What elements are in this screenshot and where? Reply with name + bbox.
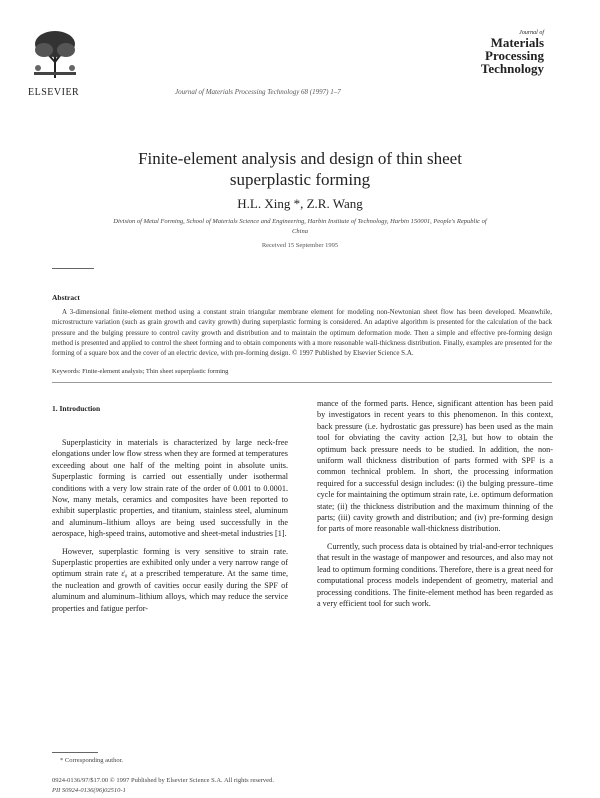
journal-name-line1: Materials — [490, 35, 544, 50]
authors: H.L. Xing *, Z.R. Wang — [237, 196, 363, 211]
paragraph: However, superplastic forming is very sensitive to strain rate. Superplastic properties are exhibited only under a very narrow range of optimum strain rate ε̇₀ at a prescribed temperature. At the same time, the nucleation and growth of cavities occur easily during the SPF of aluminum and aluminum–lithium alloys, which may reduce the service properties and fatigue perfor- — [52, 546, 288, 613]
affiliation: Division of Metal Forming, School of Materials Science and Engineering, Harbin Institute of Technology, Harbin 150001, People's Republic of China — [113, 218, 487, 235]
journal-citation: Journal of Materials Processing Technology 68 (1997) 1–7 — [175, 88, 341, 96]
copyright-line-1: 0924-0136/97/$17.00 © 1997 Published by Elsevier Science S.A. All rights reserved. — [52, 777, 274, 784]
paper-title — [0, 148, 600, 190]
abstract-text: A 3-dimensional finite-element method using a constant strain triangular membrane element for modeling non-Newtonian sheet flow has been developed. Meanwhile, microstructure variation (such as grain growth and cavity growth) during superplastic forming is considered. An adaptive algorithm is presented for the calculation of the back pressure and the bulging pressure to control cavity growth and distribution and to maintain the optimum deformation mode. Then a simple and effective pre-forming design method is presented and applied to control the sheet forming and to obtain components with a more reasonable wall-thickness distribution. Finally, examples are presented for the forming of a square box and the cover of an electric device, with pre-forming design. © 1997 Published by Elsevier Science S.A. — [52, 308, 552, 358]
section-heading: 1. Introduction — [52, 404, 101, 413]
publisher-name: ELSEVIER — [28, 87, 80, 98]
right-column — [317, 398, 553, 615]
received-date: Received 15 September 1995 — [261, 242, 339, 249]
journal-name-line3: Technology — [480, 61, 544, 76]
paragraph: mance of the formed parts. Hence, significant attention has been paid by investigators in recent years to this phenomenon. In this context, back pressure (i.e. hydrostatic gas pressure) has been used as the main tool for obviating the cavity action [2,3], but how to obtain the optimum back pressure needs to be studied. In addition, the non-uniform wall thickness distribution of parts formed with SPF is a common technical problem. In short, the processing information required for a successful design includes: (i) the bulging pressure–time cycle for maintaining the optimum strain rate, i.e. optimum deformation state; (ii) the thickness distribution and the maximum thinning of the parts; (iii) cavity growth and distribution; and (iv) pre-forming design for parts of more reasonable wall-thickness distribution. — [317, 399, 554, 534]
journal-name-line2: Processing — [485, 48, 544, 63]
divider — [52, 382, 552, 383]
abstract-heading: Abstract — [52, 293, 80, 302]
journal-masthead — [481, 30, 544, 75]
footnote-divider — [52, 752, 98, 753]
title-line-2: superplastic forming — [229, 170, 371, 189]
left-column — [52, 437, 288, 620]
title-line-1: Finite-element analysis and design of thin sheet — [138, 149, 462, 168]
copyright — [52, 776, 274, 796]
footnote: * Corresponding author. — [60, 757, 124, 764]
journal-small-label: Journal of — [519, 30, 544, 36]
elsevier-tree-icon — [28, 28, 82, 80]
keywords: Keywords: Finite-element analysis; Thin sheet superplastic forming — [52, 368, 229, 375]
paragraph: Currently, such process data is obtained by trial-and-error techniques that result in the wastage of manpower and resources, and also may not lead to optimum forming conditions. Therefore, there is a great need for computational process models independent of geometry, material and processing conditions. The finite-element method has been regarded as a very efficient tool for such work. — [317, 541, 553, 608]
divider — [52, 268, 94, 269]
copyright-line-2: PII S0924-0136(96)02510-1 — [52, 787, 126, 794]
publisher-logo — [28, 28, 86, 98]
paragraph: Superplasticity in materials is characterized by large neck-free elongations under low flow stress when they are formed at temperatures exceeding about one half of the melting point in absolute units. Superplastic forming is carried out essentially under isothermal conditions with a very low strain rate of the order of 0.001 to 0.0001. Now, many metals, ceramics and composites have been reported to exhibit superplastic properties, and titanium, stainless steel, aluminum and aluminum–lithium alloys are being used successfully in the aerospace, high-speed trains, automotive and sheet-metal industries [1]. — [52, 438, 288, 539]
